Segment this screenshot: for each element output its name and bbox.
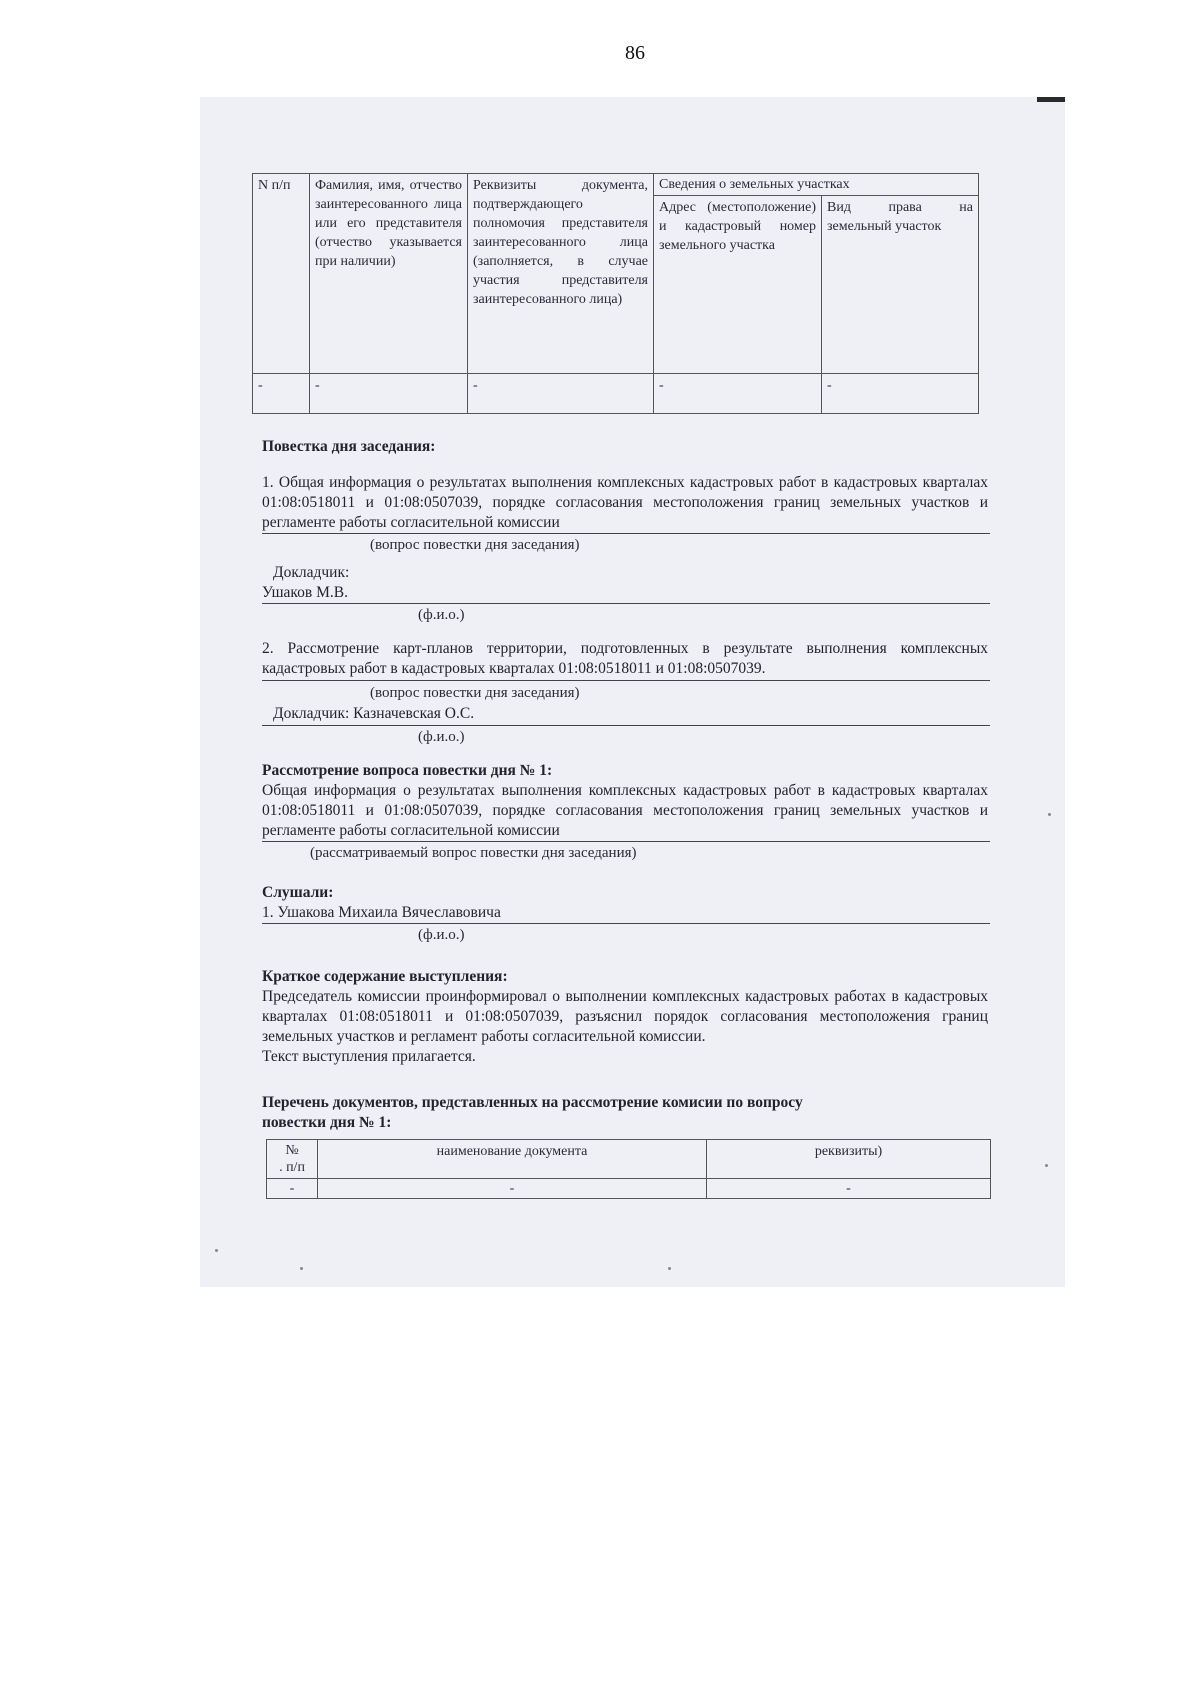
underline (262, 923, 990, 924)
question-1-heading: Рассмотрение вопроса повестки дня № 1: (262, 762, 553, 779)
table-cell: - (318, 1179, 707, 1199)
listened-caption: (ф.и.о.) (418, 927, 465, 943)
speaker-2-caption: (ф.и.о.) (418, 729, 465, 745)
table-cell: - (822, 374, 979, 414)
speaker-2: Докладчик: Казначевская О.С. (273, 705, 475, 722)
doc-col-num-line-2: . п/п (279, 1160, 305, 1175)
underline (262, 533, 990, 534)
col-right-type-header: Вид права на земельный участок (822, 196, 979, 374)
scan-speck (668, 1267, 671, 1270)
table-row (253, 374, 979, 414)
doc-col-num-line-1: № (285, 1143, 299, 1158)
col-address-header: Адрес (местоположение) и кадастровый номер земельного участка (654, 196, 822, 374)
documents-heading-line-1: Перечень документов, представленных на рассмотрение комисии по вопросу (262, 1094, 803, 1111)
page-number: 86 (625, 42, 645, 64)
speaker-caption: (ф.и.о.) (418, 607, 465, 623)
agenda-item-2-caption: (вопрос повестки дня заседания) (370, 685, 580, 701)
doc-col-requisites-header: реквизиты) (707, 1140, 991, 1179)
col-land-info-header: Сведения о земельных участках (654, 174, 979, 196)
speaker-label: Докладчик: (273, 564, 350, 581)
agenda-item-2: 2. Рассмотрение карт-планов территории, подготовленных в результате выполнения комплексных кадастровых работ в кадастровых кварталах 01:08:0518011 и 01:08:0507039. (262, 640, 988, 677)
table-cell: - (468, 374, 654, 414)
underline (262, 603, 990, 604)
table-cell: - (253, 374, 310, 414)
speaker-name: Ушаков М.В. (262, 584, 348, 601)
col-requisites-header: Реквизиты документа, подтверждающего полномочия представителя заинтересованного лица (заполняется, в случае участия представителя заинтересованного лица) (468, 174, 654, 374)
table-cell: - (654, 374, 822, 414)
table-cell: - (707, 1179, 991, 1199)
col-num-header: N п/п (253, 174, 310, 374)
summary-attachment: Текст выступления прилагается. (262, 1048, 476, 1065)
underline (262, 725, 990, 726)
table-row (267, 1179, 991, 1199)
listened-heading: Слушали: (262, 884, 334, 901)
documents-table (266, 1139, 991, 1199)
question-1-text: Общая информация о результатах выполнения комплексных кадастровых работ в кадастровых кварталах 01:08:0518011 и 01:08:0507039, порядке согласования местоположения границ земельных участков и регламенте работы согласительной комиссии (262, 782, 988, 839)
question-1-caption: (рассматриваемый вопрос повестки дня заседания) (310, 845, 637, 861)
summary-heading: Краткое содержание выступления: (262, 968, 508, 985)
scan-speck (1048, 813, 1051, 816)
underline (262, 841, 990, 842)
scan-speck (300, 1267, 303, 1270)
table-cell: - (310, 374, 468, 414)
agenda-heading: Повестка дня заседания: (262, 438, 436, 455)
doc-col-name-header: наименование документа (318, 1140, 707, 1179)
listened-name: 1. Ушакова Михаила Вячеславовича (262, 904, 501, 921)
table-cell: - (267, 1179, 318, 1199)
underline (262, 680, 990, 681)
col-name-header: Фамилия, имя, отчество заинтересованного лица или его представителя (отчество указывается при наличии) (310, 174, 468, 374)
participants-table (252, 173, 979, 414)
scan-speck (215, 1249, 218, 1252)
agenda-item-1-caption: (вопрос повестки дня заседания) (370, 537, 580, 553)
summary-text: Председатель комиссии проинформировал о выполнении комплексных кадастровых работах в кадастровых кварталах 01:08:0518011 и 01:08:0507039, разъяснил порядок согласования местоположения границ земельных участков и регламент работы согласительной комиссии. (262, 988, 988, 1045)
scan-speck (1045, 1164, 1048, 1167)
scan-edge-mark (1037, 97, 1065, 102)
agenda-item-1: 1. Общая информация о результатах выполнения комплексных кадастровых работ в кадастровых кварталах 01:08:0518011 и 01:08:0507039, порядке согласования местоположения границ земельных участков и регламенте работы согласительной комиссии (262, 474, 988, 531)
documents-heading-line-2: повестки дня № 1: (262, 1114, 392, 1131)
doc-col-num-header (267, 1140, 318, 1179)
scanned-page (200, 97, 1065, 1287)
